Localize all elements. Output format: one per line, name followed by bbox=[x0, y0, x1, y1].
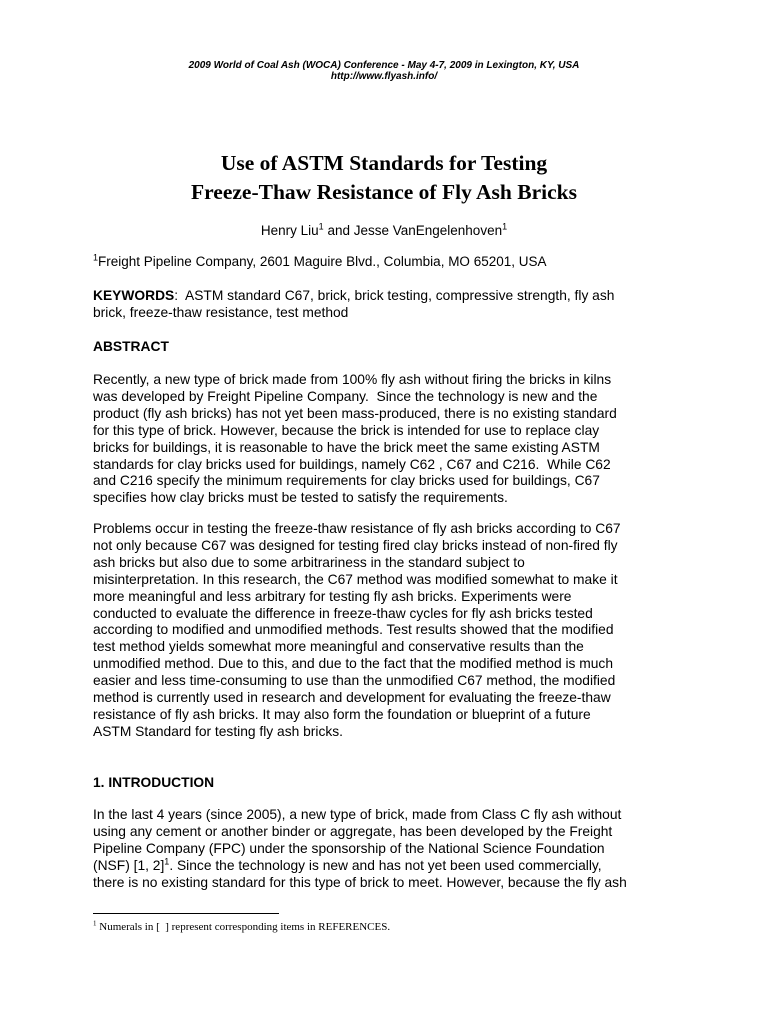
text-line: was developed by Freight Pipeline Company. Since the technology is new and the bbox=[93, 388, 598, 404]
text-fragment: . Since the technology is new and has not yet been used commercially, bbox=[169, 857, 602, 873]
keywords-text: ASTM standard C67, brick, brick testing, compressive strength, fly ash bbox=[178, 288, 615, 303]
author-name: Jesse VanEngelenhoven bbox=[353, 223, 503, 238]
affiliation bbox=[93, 254, 693, 270]
footnote bbox=[93, 920, 390, 934]
text-line: unmodified method. Due to this, and due to the fact that the modified method is much bbox=[93, 656, 613, 672]
text-line: using any cement or another binder or aggregate, has been developed by the Freight bbox=[93, 823, 613, 839]
keywords-label: KEYWORDS bbox=[93, 288, 175, 303]
keywords bbox=[93, 288, 713, 322]
abstract-paragraph-2 bbox=[93, 521, 713, 741]
author-name: Henry Liu bbox=[260, 223, 319, 238]
keywords-line bbox=[93, 288, 713, 305]
affiliation-marker: 1 bbox=[93, 252, 99, 263]
text-line: ASTM Standard for testing fly ash bricks. bbox=[93, 723, 343, 739]
text-line: ash bricks but also due to some arbitrariness in the standard subject to bbox=[93, 554, 525, 570]
text-line: method is currently used in research and development for evaluating the freeze-thaw bbox=[93, 690, 611, 706]
text-line: Pipeline Company (FPC) under the sponsorship of the National Science Foundation bbox=[93, 840, 605, 856]
footnote-text: Numerals in [ ] represent corresponding items in REFERENCES. bbox=[96, 921, 391, 933]
text-line: for this type of brick. However, because the brick is intended for use to replace clay bbox=[93, 422, 600, 438]
text-line: resistance of fly ash bricks. It may also form the foundation or blueprint of a future bbox=[93, 706, 591, 722]
abstract-heading: ABSTRACT bbox=[93, 339, 169, 354]
conference-header: 2009 World of Coal Ash (WOCA) Conference - May 4-7, 2009 in Lexington, KY, USA bbox=[188, 60, 580, 71]
affiliation-text: Freight Pipeline Company, 2601 Maguire Blvd., Columbia, MO 65201, USA bbox=[98, 254, 547, 269]
introduction-paragraph bbox=[93, 807, 713, 892]
footnote-marker: 1 bbox=[164, 856, 170, 867]
abstract-paragraph-1 bbox=[93, 372, 713, 507]
introduction-heading: 1. INTRODUCTION bbox=[93, 775, 215, 790]
text-line: conducted to evaluate the difference in freeze-thaw cycles for fly ash bricks tested bbox=[93, 605, 593, 621]
affiliation-marker: 1 bbox=[502, 221, 508, 232]
text-fragment: (NSF) [1, 2] bbox=[93, 857, 165, 873]
text-line: according to modified and unmodified methods. Test results showed that the modified bbox=[93, 622, 614, 638]
paper-title-line-2: Freeze-Thaw Resistance of Fly Ash Bricks bbox=[191, 180, 577, 204]
text-line bbox=[93, 858, 713, 875]
text-line: there is no existing standard for this type of brick to meet. However, because the fly ash bbox=[93, 874, 627, 890]
text-line: specifies how clay bricks must be tested to satisfy the requirements. bbox=[93, 490, 508, 506]
author-joiner: and bbox=[323, 223, 354, 238]
text-line: Recently, a new type of brick made from 100% fly ash without firing the bricks in kilns bbox=[93, 372, 612, 387]
text-line: misinterpretation. In this research, the C67 method was modified somewhat to make it bbox=[93, 571, 618, 587]
affiliation-marker: 1 bbox=[318, 221, 324, 232]
text-line: In the last 4 years (since 2005), a new type of brick, made from Class C fly ash without bbox=[93, 807, 622, 822]
text-line: easier and less time-consuming to use than the unmodified C67 method, the modified bbox=[93, 673, 616, 689]
conference-url: http://www.flyash.info/ bbox=[330, 71, 438, 82]
text-line: and C216 specify the minimum requirements for clay bricks used for buildings, C67 bbox=[93, 473, 600, 489]
text-line: test method yields somewhat more meaningful and conservative results than the bbox=[93, 639, 584, 655]
text-line: product (fly ash bricks) has not yet been mass-produced, there is no existing standard bbox=[93, 405, 617, 421]
text-line: not only because C67 was designed for testing fired clay bricks instead of non-fired fly bbox=[93, 537, 618, 553]
footnote-marker: 1 bbox=[93, 919, 97, 928]
text-line: standards for clay bricks used for buildings, namely C62 , C67 and C216. While C62 bbox=[93, 456, 611, 472]
keywords-colon: : bbox=[174, 288, 179, 303]
text-line: more meaningful and less arbitrary for testing fly ash bricks. Experiments were bbox=[93, 588, 572, 604]
footnote-divider bbox=[93, 913, 279, 914]
text-line: Problems occur in testing the freeze-thaw resistance of fly ash bricks according to C67 bbox=[93, 521, 621, 536]
author-list bbox=[0, 223, 768, 239]
paper-title-line-1: Use of ASTM Standards for Testing bbox=[220, 151, 548, 175]
keywords-line: brick, freeze-thaw resistance, test method bbox=[93, 304, 349, 320]
text-line: bricks for buildings, it is reasonable to have the brick meet the same existing ASTM bbox=[93, 439, 600, 455]
